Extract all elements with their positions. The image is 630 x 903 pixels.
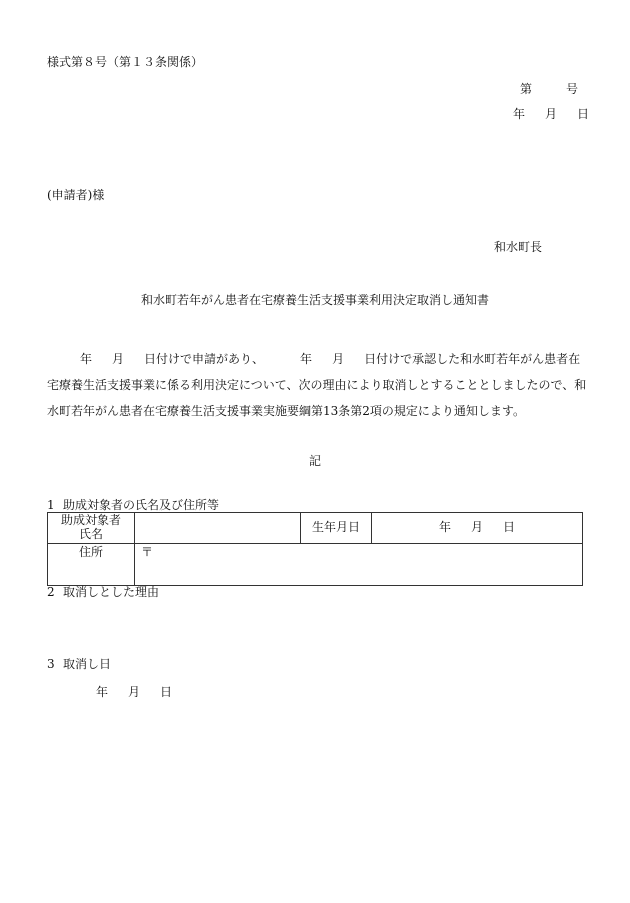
birth-day: 日	[503, 520, 516, 535]
number-dai: 第	[520, 82, 533, 96]
section-2-heading	[47, 586, 159, 598]
cancel-month: 月	[128, 685, 141, 699]
date-day: 日	[577, 107, 590, 121]
birthdate-value-cell[interactable]	[372, 513, 583, 544]
name-label-line1: 助成対象者	[60, 513, 121, 528]
table-row	[48, 544, 583, 586]
document-number-line	[520, 83, 578, 95]
form-number: 様式第８号（第１３条関係）	[47, 55, 204, 69]
cancel-year: 年	[96, 685, 109, 699]
section-2-number: 2	[47, 585, 55, 599]
address-value-cell[interactable]: 〒	[135, 544, 583, 586]
body-part-1: 日付けで申請があり、	[144, 352, 265, 366]
section-1-heading	[47, 499, 219, 511]
section-3-number: 3	[47, 657, 55, 671]
date-month: 月	[545, 107, 558, 121]
body-month-1: 月	[112, 352, 125, 366]
section-3-title: 取消し日	[63, 657, 112, 671]
body-part-2: 日付けで承認した和水町若年がん患者在宅療養生活支援事業に係る利用決定について、次の理由により取消しとすることとしましたので、和水町若年がん患者在宅療養生活支援事業実施要綱第13条第2項の規定により通知します。	[47, 352, 587, 418]
address-label-cell: 住所	[48, 544, 135, 586]
body-year-2: 年	[300, 352, 313, 366]
table-row	[48, 513, 583, 544]
name-label-line2: 氏名	[78, 527, 103, 541]
document-date-line	[513, 108, 589, 120]
notice-body	[47, 346, 587, 424]
name-label-cell	[48, 513, 135, 544]
cancel-date-line	[96, 686, 172, 698]
body-year-1: 年	[80, 352, 93, 366]
ki-heading: 記	[308, 454, 321, 468]
issuer: 和水町長	[494, 240, 543, 254]
addressee: (申請者)様	[47, 188, 105, 202]
section-1-title: 助成対象者の氏名及び住所等	[63, 498, 220, 512]
birth-year: 年	[438, 520, 451, 535]
date-year: 年	[513, 107, 526, 121]
body-month-2: 月	[332, 352, 345, 366]
name-value-cell[interactable]	[135, 513, 301, 544]
birth-month: 月	[470, 520, 483, 535]
document-title: 和水町若年がん患者在宅療養生活支援事業利用決定取消し通知書	[140, 293, 489, 307]
number-go: 号	[566, 82, 579, 96]
section-3-heading	[47, 658, 111, 670]
subject-info-table	[47, 512, 583, 586]
section-1-number: 1	[47, 498, 55, 512]
cancel-day: 日	[160, 685, 173, 699]
birthdate-label-cell: 生年月日	[301, 513, 372, 544]
section-2-title: 取消しとした理由	[63, 585, 160, 599]
